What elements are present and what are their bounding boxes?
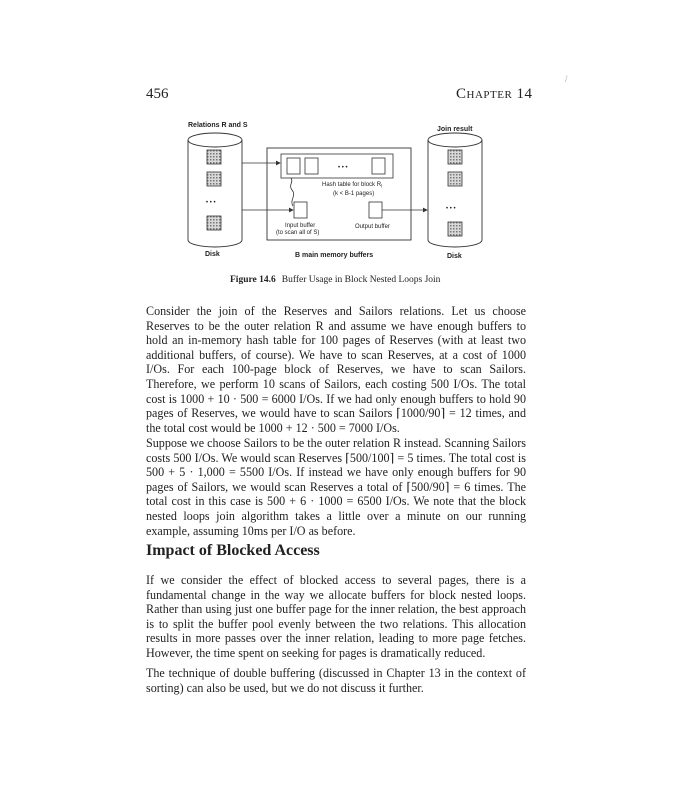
disk-page <box>448 150 462 164</box>
margin-mark: / <box>565 74 568 84</box>
disk-page <box>207 150 221 164</box>
ellipsis-dots: • • • <box>206 200 216 206</box>
paragraph-double-buffering: The technique of double buffering (discussed in Chapter 13 in the context of sorting) can also be used, but we do not discuss it further. <box>146 666 526 695</box>
hash-page <box>305 158 318 174</box>
hash-table-constraint: (k < B-1 pages) <box>333 191 375 197</box>
hash-page <box>287 158 300 174</box>
disk-page <box>448 172 462 186</box>
input-buffer-note: (to scan all of S) <box>276 230 320 236</box>
page-number: 456 <box>146 86 169 102</box>
disk-label-left: Disk <box>205 251 220 258</box>
caption-text: Buffer Usage in Block Nested Loops Join <box>281 275 441 285</box>
output-buffer <box>369 202 382 218</box>
section-heading: Impact of Blocked Access <box>146 542 320 559</box>
caption-label: Figure 14.6 <box>230 275 276 285</box>
output-buffer-label: Output buffer <box>355 224 390 230</box>
join-result-label: Join result <box>437 126 473 133</box>
memory-label: B main memory buffers <box>295 252 374 259</box>
right-disk <box>428 133 482 247</box>
ellipsis-dots: • • • <box>446 206 456 212</box>
disk-page <box>207 216 221 230</box>
paragraph-blocked-access: If we consider the effect of blocked access to several pages, there is a fundamental change in the way we allocate buffers for block nested loops. Rather than using just one buffer page for the inner relation, the best approach is to split the buffer pool evenly between the two relations. This allocation results in more passes over the inner relation, leading to more page fetches. However, the time spent on seeking for pages is dramatically reduced. <box>146 573 526 660</box>
disk-page <box>448 222 462 236</box>
paragraph-sailors-outer: Suppose we choose Sailors to be the outer relation R instead. Scanning Sailors costs 500 I/Os. We would scan Reserves ⌈500/100⌉ = 5 times. The total cost is 500 + 5 · 1,000 = 5500 I/Os. If instead we have only enough buffers for 90 pages of Sailors, we would scan Reserves a total of ⌈500/90⌉ = 6 times. The total cost in this case is 500 + 6 · 1000 = 6500 I/Os. We note that the block nested loops join algorithm takes a little over a minute on our running example, assuming 10ms per I/O as before. <box>146 436 526 538</box>
left-disk <box>188 133 242 247</box>
input-buffer <box>294 202 307 218</box>
relations-label: Relations R and S <box>188 122 248 129</box>
paragraph-reserves-outer: Consider the join of the Reserves and Sailors relations. Let us choose Reserves to be the outer relation R and assume we have enough buffers to hold an in-memory hash table for 100 pages of Reserves (with at least two additional buffers, of course). We have to scan Reserves, at a cost of 1000 I/Os. For each 100-page block of Reserves, we have to scan Sailors. Therefore, we perform 10 scans of Sailors, each costing 500 I/Os. The total cost is 1000 + 10 · 500 = 6000 I/Os. If we had only enough buffers to hold 90 pages of Reserves, we would have to scan Sailors ⌈1000/90⌉ = 12 times, and the total cost would be 1000 + 12 · 500 = 7000 I/Os. <box>146 304 526 435</box>
figure-caption <box>230 275 440 285</box>
hash-table-label: Hash table for block $R_l$ <box>322 182 383 189</box>
disk-page <box>207 172 221 186</box>
ellipsis-dots: • • • <box>338 165 348 171</box>
hash-page <box>372 158 385 174</box>
input-buffer-label: Input buffer <box>285 223 316 229</box>
disk-label-right: Disk <box>447 253 462 260</box>
chapter-header: Chapter 14 <box>456 86 533 102</box>
